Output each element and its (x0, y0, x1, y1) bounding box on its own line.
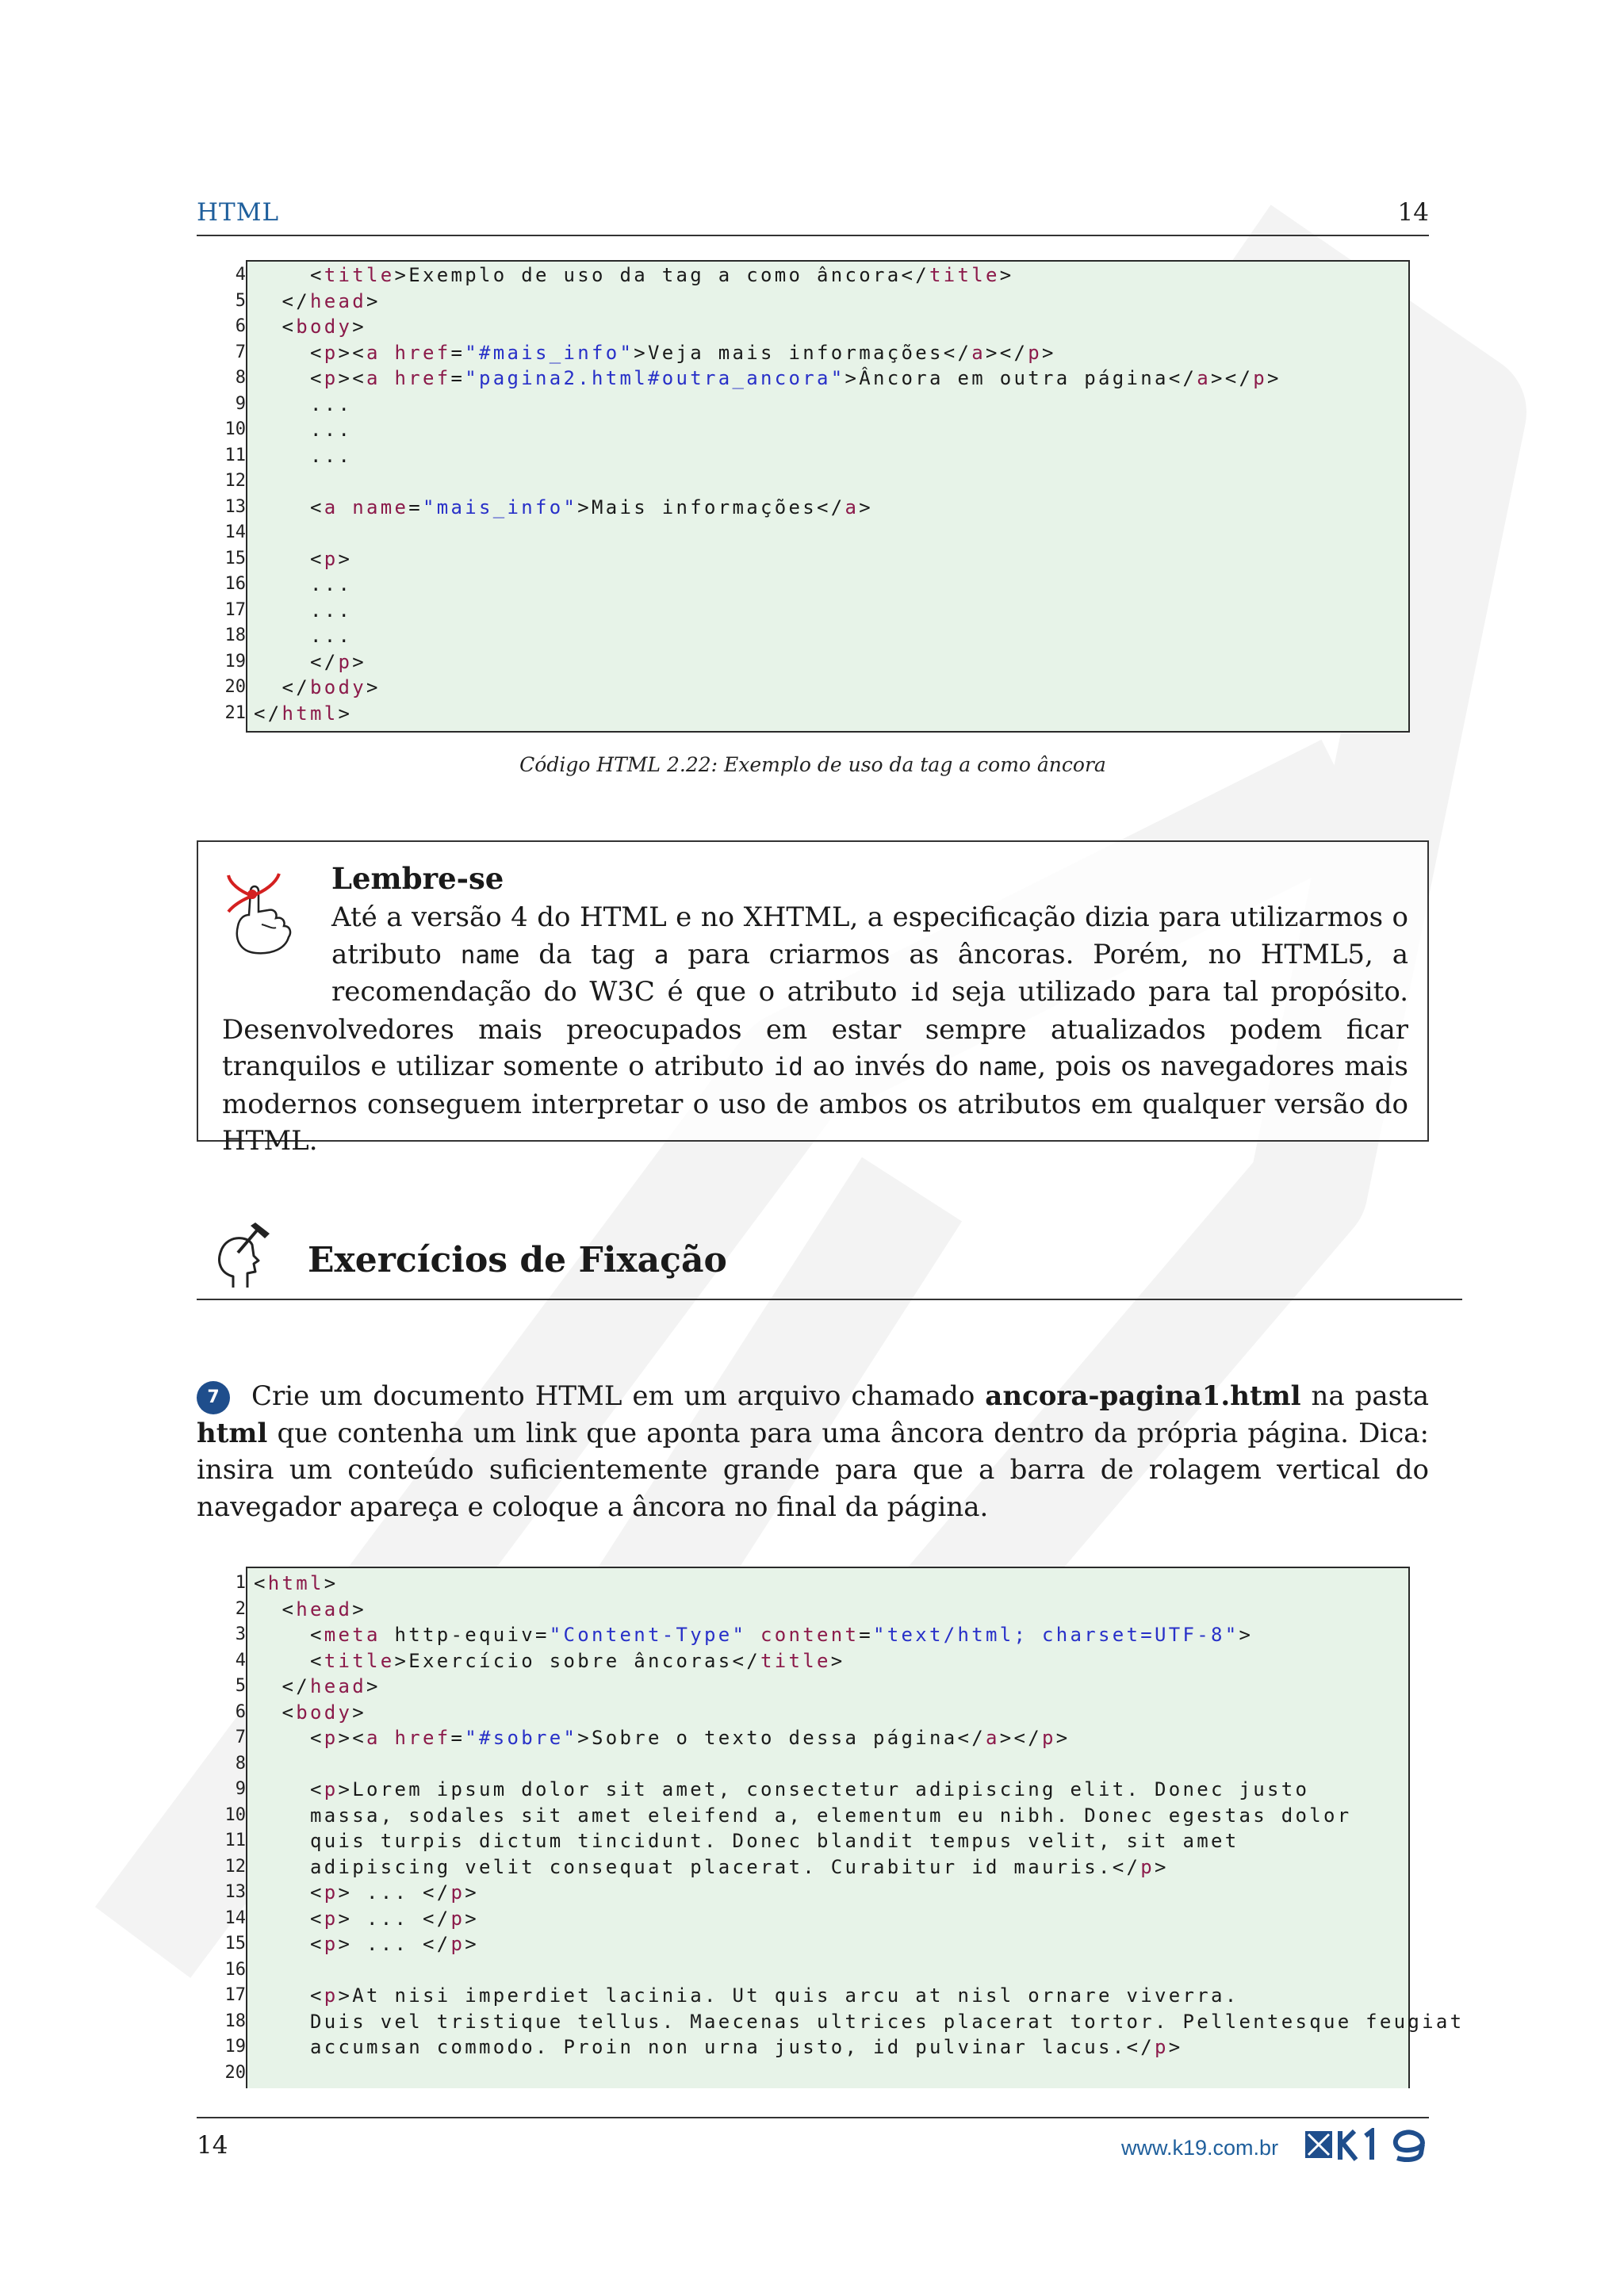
line-number: 21 (224, 702, 246, 723)
note-title: Lembre-se (331, 861, 504, 896)
bold-text: html (197, 1417, 268, 1449)
line-number: 14 (224, 522, 246, 542)
line-number: 19 (224, 2037, 246, 2057)
code-token: >Sobre o texto dessa página</ (577, 1727, 986, 1749)
line-number: 10 (224, 1804, 246, 1825)
code-token: a (366, 1727, 381, 1749)
section-title: Exercícios de Fixação (308, 1240, 727, 1280)
code-token: </ (254, 289, 310, 312)
bold-text: ancora-pagina1.html (985, 1380, 1301, 1412)
code-token: > ... </ (338, 1881, 451, 1904)
code-token: p (324, 1881, 339, 1904)
code-token: body (296, 1701, 353, 1724)
k19-logo (1304, 2128, 1431, 2163)
code-box (246, 260, 1410, 733)
code-token: ... (254, 392, 353, 415)
code-token: title (760, 1649, 831, 1672)
code-token: Duis vel tristique tellus. Maecenas ultrices placerat tortor. Pellentesque feugiat (254, 2010, 1465, 2033)
code-token: = (450, 367, 465, 389)
line-number: 17 (224, 1985, 246, 2005)
code-token: < (254, 1907, 324, 1930)
line-number: 12 (224, 1856, 246, 1877)
code-token: ... (254, 625, 353, 647)
code-token: < (254, 1624, 324, 1646)
code-token: = (450, 341, 465, 364)
code-token: p (324, 1907, 339, 1930)
code-line (254, 1674, 1464, 1700)
code-token: p (450, 1907, 465, 1930)
code-line (254, 443, 1281, 469)
code-token: p (450, 1933, 465, 1955)
code-token: content (760, 1624, 860, 1646)
code-token: >At nisi imperdiet lacinia. Ut quis arcu at nisl ornare viverra. (338, 1984, 1239, 2007)
line-number: 3 (235, 1624, 246, 1644)
line-number: 4 (235, 265, 246, 285)
text-run: para criarmos as âncoras. Porém, no HTML5, a recomendação do W3C é que o atributo (331, 938, 1408, 1008)
code-token: p (324, 547, 339, 570)
code-line (254, 1854, 1464, 1881)
code-token: < (254, 1881, 324, 1904)
code-token: >Veja mais informações</ (634, 341, 972, 364)
code-token: massa, sodales sit amet eleifend a, elementum eu nibh. Donec egestas dolor (254, 1804, 1352, 1827)
code-token: "text/html; charset=UTF-8" (873, 1624, 1239, 1646)
exercise-item (197, 1378, 1429, 1525)
code-token: >Âncora em outra página</ (845, 367, 1197, 389)
code-token: </ (254, 650, 339, 673)
code-line (254, 1777, 1464, 1803)
code-token: html (267, 1572, 324, 1594)
code-token: "#sobre" (465, 1727, 578, 1749)
code-token: > (465, 1907, 479, 1930)
line-number: 13 (224, 1882, 246, 1902)
line-number: 9 (235, 1779, 246, 1799)
code-line (254, 2061, 1464, 2087)
code-token: > (338, 702, 353, 725)
code-line (254, 1648, 1464, 1674)
head-hammer-icon (209, 1221, 273, 1291)
text-run: , pois os navegadores mais modernos conseguem interpretar o uso de ambos os atributos em qualquer versão do HTML. (222, 1050, 1408, 1157)
line-numbers (197, 1571, 246, 2086)
code-token: > (1239, 1624, 1254, 1646)
code-token: < (254, 496, 324, 519)
line-number: 19 (224, 651, 246, 672)
code-token: p (1253, 367, 1267, 389)
code-token: ... (254, 444, 353, 467)
code-token: "mais_info" (423, 496, 578, 519)
code-token: ></ (1210, 367, 1254, 389)
code-token (746, 1624, 760, 1646)
code-line (254, 1622, 1464, 1648)
code-line (254, 392, 1281, 418)
footer-rule (197, 2117, 1429, 2118)
code-token: > (352, 316, 366, 338)
text-run: da tag (519, 938, 654, 970)
code-line (254, 572, 1281, 598)
code-text (254, 262, 1281, 726)
code-token: a (324, 496, 339, 519)
line-number: 5 (235, 1676, 246, 1696)
code-line (254, 1880, 1464, 1906)
code-token: p (1041, 1727, 1056, 1749)
code-listing-2 (197, 1567, 1465, 2088)
code-line (254, 1931, 1464, 1957)
code-line (254, 340, 1281, 366)
code-token: a (845, 496, 860, 519)
inline-code: name (460, 940, 520, 970)
code-token: > (366, 1675, 381, 1697)
code-token: > (352, 1598, 366, 1621)
code-token: meta (324, 1624, 381, 1646)
code-token: > (1266, 367, 1281, 389)
text-run: Crie um documento HTML em um arquivo chamado (251, 1380, 986, 1412)
code-line (254, 495, 1281, 521)
code-token: < (254, 1778, 324, 1800)
code-token (254, 264, 310, 286)
code-line (254, 262, 1281, 289)
code-line (254, 1828, 1464, 1854)
code-token: > (352, 1701, 366, 1724)
line-number: 7 (235, 1728, 246, 1747)
line-number: 12 (224, 471, 246, 491)
code-token: > (338, 547, 353, 570)
code-token: > (465, 1933, 479, 1955)
code-token: href (394, 367, 451, 389)
code-token: p (338, 650, 353, 673)
line-number: 8 (235, 1753, 246, 1774)
code-line (254, 1957, 1464, 1984)
code-token: head (296, 1598, 353, 1621)
code-token: p (1028, 341, 1042, 364)
section-heading (197, 1213, 1462, 1300)
code-token: > (859, 496, 873, 519)
line-number: 17 (224, 599, 246, 620)
code-line (254, 469, 1281, 495)
text-run: Até a versão 4 do HTML e no XHTML, a especificação dizia para utilizarmos o atributo (331, 901, 1408, 970)
line-number: 9 (235, 393, 246, 414)
code-token: < (254, 367, 324, 389)
code-line (254, 701, 1281, 727)
line-number: 15 (224, 548, 246, 568)
code-line (254, 1725, 1464, 1751)
code-token: ></ (985, 341, 1028, 364)
code-token: p (324, 341, 339, 364)
code-line (254, 1751, 1464, 1777)
code-token: quis turpis dictum tincidunt. Donec blandit tempus velit, sit amet (254, 1830, 1239, 1852)
line-number: 11 (224, 445, 246, 465)
code-token: > (366, 676, 381, 698)
footer-url: www.k19.com.br (1121, 2136, 1279, 2160)
code-line (254, 2009, 1464, 2035)
code-token: href (394, 1727, 451, 1749)
text-run: que contenha um link que aponta para uma âncora dentro da própria página. Dica: insira um conteúdo suficientemente grande para que a barra de rolagem vertical do navegador apareça e coloque a âncora no final da página. (197, 1417, 1429, 1523)
code-token: html (282, 702, 339, 725)
line-number: 5 (235, 290, 246, 311)
code-token: p (324, 1984, 339, 2007)
code-token (381, 1727, 395, 1749)
code-token: </ (254, 1675, 310, 1697)
code-token: p (450, 1881, 465, 1904)
code-line (254, 289, 1281, 315)
code-token: > (999, 264, 1014, 286)
code-token: >< (338, 341, 366, 364)
code-listing-1 (197, 260, 1410, 733)
code-line (254, 649, 1281, 675)
exercise-number-badge: 7 (197, 1381, 230, 1414)
code-token: >< (338, 1727, 366, 1749)
line-number: 18 (224, 626, 246, 645)
code-token: body (296, 316, 353, 338)
code-token: < (254, 547, 324, 570)
code-token: >< (338, 367, 366, 389)
code-token: </ (254, 702, 282, 725)
code-token: ... (254, 573, 353, 595)
code-token: a (985, 1727, 1000, 1749)
line-number: 1 (235, 1573, 246, 1593)
code-token: head (310, 289, 366, 312)
code-token: "#mais_info" (465, 341, 634, 364)
line-number: 11 (224, 1831, 246, 1850)
code-token: ></ (999, 1727, 1042, 1749)
code-token: body (310, 676, 366, 698)
code-token: p (324, 367, 339, 389)
code-line (254, 1597, 1464, 1623)
code-token (381, 367, 395, 389)
code-token: > (352, 650, 366, 673)
inline-code: id (910, 978, 940, 1007)
code-text (254, 1571, 1464, 2086)
code-box (246, 1567, 1465, 2088)
code-token: title (324, 1649, 395, 1672)
code-line (254, 675, 1281, 701)
line-number: 7 (235, 342, 246, 362)
line-number: 13 (224, 496, 246, 517)
code-line (254, 623, 1281, 649)
inline-code: a (653, 940, 669, 970)
code-token: "pagina2.html#outra_ancora" (465, 367, 845, 389)
code-token: ... (254, 419, 353, 441)
code-line (254, 2034, 1464, 2061)
code-token: title (324, 264, 395, 286)
code-token: p (324, 1778, 339, 1800)
code-token: > (1041, 341, 1056, 364)
code-token: = (859, 1624, 873, 1646)
code-token: > (1154, 1855, 1169, 1878)
code-token: < (254, 1598, 297, 1621)
line-number: 6 (235, 1701, 246, 1722)
code-line (254, 1571, 1464, 1597)
code-token: a (366, 341, 381, 364)
running-header (197, 197, 1429, 236)
code-line (254, 314, 1281, 340)
code-token: < (254, 1933, 324, 1955)
chapter-title: HTML (197, 198, 280, 227)
text-run: ao invés do (802, 1050, 979, 1082)
code-token: p (1140, 1855, 1155, 1878)
code-token: </ (254, 676, 310, 698)
code-token: < (254, 316, 297, 338)
note-body (222, 899, 1408, 1160)
code-token: > (324, 1572, 339, 1594)
code-token: head (310, 1675, 366, 1697)
code-line (254, 417, 1281, 443)
code-token: a (366, 367, 381, 389)
code-token: href (394, 341, 451, 364)
line-number: 6 (235, 316, 246, 336)
line-number: 14 (224, 1908, 246, 1928)
code-line (254, 520, 1281, 546)
text-run: na pasta (1300, 1380, 1429, 1412)
code-token: "Content-Type" (549, 1624, 747, 1646)
code-token: http-equiv= (380, 1624, 550, 1646)
code-token: >Exemplo de uso da tag a como âncora</ (394, 264, 929, 286)
code-token: = (408, 496, 423, 519)
code-token: p (324, 1933, 339, 1955)
code-token: < (254, 1572, 268, 1594)
inline-code: name (978, 1053, 1038, 1081)
code-token: < (254, 1727, 324, 1749)
line-number: 16 (224, 574, 246, 594)
line-number: 2 (235, 1598, 246, 1619)
code-token: accumsan commodo. Proin non urna justo, id pulvinar lacus.</ (254, 2036, 1155, 2058)
code-token: a (971, 341, 986, 364)
code-line (254, 365, 1281, 392)
code-token: < (254, 1984, 324, 2007)
code-line (254, 598, 1281, 624)
code-token: > (830, 1649, 845, 1672)
line-number: 18 (224, 2011, 246, 2031)
inline-code: id (773, 1053, 803, 1081)
code-token: p (1154, 2036, 1169, 2058)
code-token: < (254, 1701, 297, 1724)
code-caption: Código HTML 2.22: Exemplo de uso da tag a como âncora (519, 753, 1106, 776)
code-token: p (324, 1727, 339, 1749)
text-run: seja utilizado para tal propósito. Desenvolvedores mais preocupados em estar sempre atualizados podem ficar tranquilos e utilizar somente o atributo (222, 976, 1409, 1082)
header-page-number: 14 (1397, 198, 1429, 227)
code-token: a (1197, 367, 1211, 389)
code-token: > (465, 1881, 479, 1904)
code-token: > (366, 289, 381, 312)
line-number: 8 (235, 368, 246, 388)
footer-page-number: 14 (197, 2131, 228, 2160)
code-token: ... (254, 599, 353, 622)
code-token: < (254, 1649, 324, 1672)
code-token (381, 342, 395, 364)
line-number: 16 (224, 1959, 246, 1980)
code-token: name (352, 496, 409, 519)
code-token: adipiscing velit consequat placerat. Curabitur id mauris.</ (254, 1855, 1141, 1878)
code-token: < (310, 264, 324, 286)
line-number: 15 (224, 1934, 246, 1954)
code-token: >Exercício sobre âncoras</ (394, 1649, 760, 1672)
line-numbers (197, 262, 246, 726)
line-number: 20 (224, 677, 246, 697)
code-token: = (450, 1727, 465, 1749)
code-token: > ... </ (338, 1907, 451, 1930)
code-token: >Lorem ipsum dolor sit amet, consectetur adipiscing elit. Donec justo (338, 1778, 1310, 1800)
code-line (254, 1906, 1464, 1932)
code-token: > (1055, 1727, 1071, 1749)
code-line (254, 1983, 1464, 2009)
code-token: > (1168, 2036, 1183, 2058)
line-number: 4 (235, 1650, 246, 1670)
code-token: title (929, 264, 1000, 286)
line-number: 10 (224, 419, 246, 439)
code-token: < (254, 341, 324, 364)
code-token (339, 496, 353, 519)
code-line (254, 1700, 1464, 1726)
code-token: >Mais informações</ (577, 496, 845, 519)
code-line (254, 1803, 1464, 1829)
reminder-box (197, 840, 1429, 1157)
line-number: 20 (224, 2062, 246, 2083)
code-line (254, 546, 1281, 572)
code-token: > ... </ (338, 1933, 451, 1955)
